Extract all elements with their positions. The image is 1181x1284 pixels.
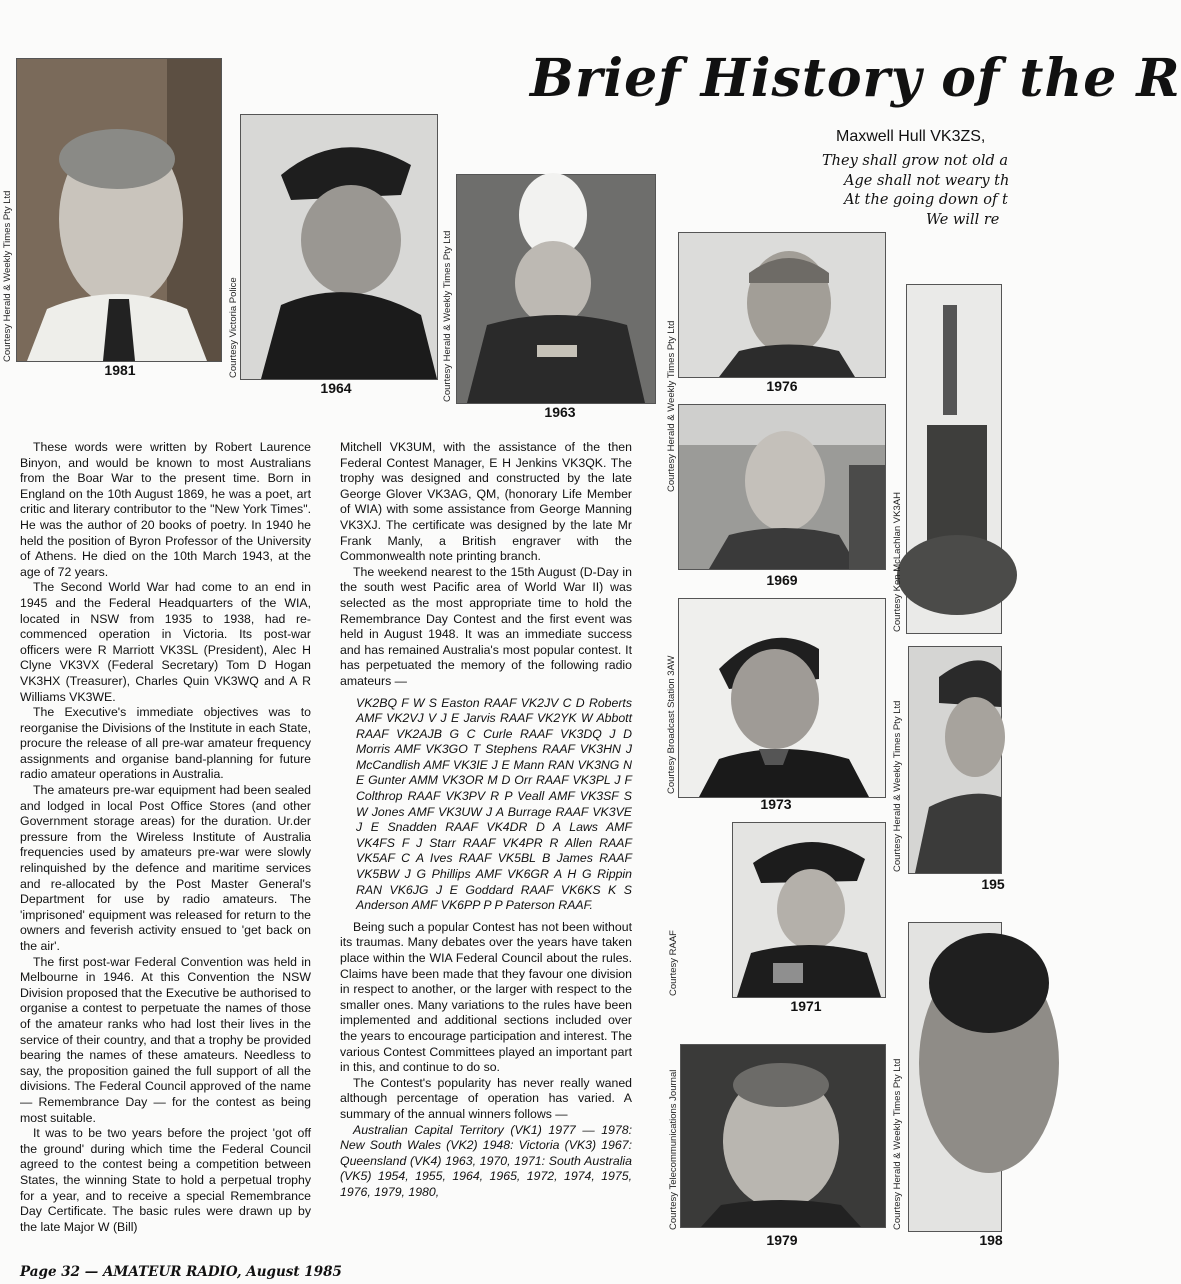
portrait-photo-1979 xyxy=(680,1044,886,1228)
photo-year: 1964 xyxy=(320,380,352,396)
photo-year: 1969 xyxy=(766,572,798,588)
poem-line: Age shall not weary th xyxy=(844,172,1010,189)
article-title: Brief History of the R xyxy=(530,48,1181,109)
poem-line: At the going down of t xyxy=(844,192,1008,208)
paragraph: It was to be two years before the project 'got off the ground' during which time the Federal Council agreed to the contest being a competition between States, the winning State to hold a perpetual trophy for a year, and to receive a special Remembrance Day Certificate. The basic rules were drawn up by the late Major W (Bill) xyxy=(20,1126,311,1234)
photo-year: 1981 xyxy=(104,362,136,378)
photo-year: 1976 xyxy=(766,378,798,394)
photo-year: 1979 xyxy=(766,1232,798,1248)
paragraph: The Contest's popularity has never really waned although percentage of operation has varied. A summary of the annual winners follows — xyxy=(340,1075,632,1121)
portrait-photo-195x xyxy=(908,646,1002,874)
paragraph: The weekend nearest to the 15th August (D-Day in the south west Pacific area of World War II) was selected as the most appropriate time to hold the Remembrance Day Contest and the first event was held in August 1948. It was an immediate success and has remained Australia's most popular contest. It has perpetuated the memory of the following radio amateurs — xyxy=(340,564,632,688)
winners-summary: Australian Capital Territory (VK1) 1977 — 1978: New South Wales (VK2) 1948: Victoria (VK3) 1967: Queensland (VK4) 1963, 1970, 1971: South Australia (VK5) 1954, 1955, 1964, 1965, 1972, 1974, 1975, 1976, 1979, 1980, xyxy=(340,1122,632,1199)
paragraph: These words were written by Robert Laurence Binyon, and would be known to most Australians from the Boar War to the present time. Born in England on the 10th August 1869, he was a poet, art critic and literary contributor to the "New York Times". He was the author of 20 books of poetry. In 1940 he held the position of Byron Professor of the University of Athens. He died on the 10th March 1943, at the age of 72 years. xyxy=(20,440,311,579)
portrait-photo-1971 xyxy=(732,822,886,998)
photo-credit: Courtesy Telecommunications Journal xyxy=(668,1069,679,1230)
article-column-1 xyxy=(20,440,311,1235)
portrait-photo-1981 xyxy=(16,58,222,362)
portrait-photo-1969 xyxy=(678,404,886,570)
page-footer: Page 32 — AMATEUR RADIO, August 1985 xyxy=(20,1264,342,1280)
trophy-photo xyxy=(906,284,1002,634)
paragraph: The Executive's immediate objectives was to reorganise the Divisions of the Institute in each State, procure the release of all pre-war amateur frequency assignments and organise band-planning for future radio amateur operations in Australia. xyxy=(20,705,311,782)
photo-year: 1971 xyxy=(790,998,822,1014)
paragraph: The first post-war Federal Convention was held in Melbourne in 1946. At this Convention the NSW Division proposed that the Executive be authorised to organise a contest to perpetuate the names of those of the amateur ranks who had lost their lives in the service of their country, and that a trophy be provided bearing the names of these amateurs. Needless to say, the proposition gained the full support of all the divisions. The Federal Council approved of the name — Remembrance Day — for the contest as being most suitable. xyxy=(20,954,311,1125)
paragraph: Mitchell VK3UM, with the assistance of the then Federal Contest Manager, E H Jenkins VK3QK. The trophy was designed and constructed by the late George Glover VK3AG, QM, (honorary Life Member of WIA) with some assistance from George Manning VK3XJ. The certificate was designed by the late Mr Frank Manly, a British engraver with the Commonwealth note printing branch. xyxy=(340,440,632,564)
photo-credit: Courtesy Herald & Weekly Times Pty Ltd xyxy=(892,700,903,872)
photo-credit: Courtesy Ken McLachlan VK3AH xyxy=(892,492,903,632)
photo-credit: Courtesy Broadcast Station 3AW xyxy=(666,655,677,794)
photo-credit: Courtesy Herald & Weekly Times Pty Ltd xyxy=(666,320,677,492)
photo-year: 198 xyxy=(979,1232,1003,1248)
author-byline: Maxwell Hull VK3ZS, xyxy=(836,128,986,145)
poem-line: We will re xyxy=(926,211,1000,228)
poem-line: They shall grow not old a xyxy=(822,153,1009,169)
portrait-photo-1973 xyxy=(678,598,886,798)
photo-year: 195 xyxy=(981,876,1005,892)
paragraph: The Second World War had come to an end in 1945 and the Federal Headquarters of the WIA, located in NSW from 1935 to 1938, had re-commenced operation in Victoria. Its post-war officers were R Marriott VK3SL (President), Alec H Clyne VK3VX (Federal Secretary) Tom D Hogan VK3HX (Treasurer), Charles Quin VK3WQ and A R Williams VK3WE. xyxy=(20,580,311,704)
portrait-photo-1964 xyxy=(240,114,438,380)
portrait-photo-198x xyxy=(908,922,1002,1232)
memorial-name-list: VK2BQ F W S Easton RAAF VK2JV C D Roberts AMF VK2VJ V J E Jarvis RAAF VK2YK W Abbott RAAF VK2AJB G C Curle RAAF VK3DQ J D Morris AMF VK3GO T Stephens RAAF VK3HN J McCandlish AMF VK3IE J E Mann RAN VK3NG N E Gunter AMM VK3OR M D Orr RAAF VK3PL J F Colthrop RAAF VK3PV R P Veall AMF VK3SF S W Jones AMF VK3UW J A Burrage RAAF VK3VE J E Snadden RAAF VK4DR D A Laws AMF VK4FS F J Starr RAAF VK4PR R Allen RAAF VK5AF C A Ives RAAF VK5BL B James RAAF VK5BW J G Phillips AMF VK6GR A H G Rippin RAN VK6JG J E Goddard RAAF VK6KS K S Anderson AMF VK6PP P P Paterson RAAF. xyxy=(356,695,632,913)
photo-credit: Courtesy Herald & Weekly Times Pty Ltd xyxy=(2,190,13,362)
paragraph: The amateurs pre-war equipment had been sealed and lodged in local Post Office Stores (and other Government storage areas) for the duration. Ur.der pressure from the Wireless Institute of Australia frequencies used by amateurs pre-war were slowly relinquished by the defence and maritime services and re-allocated by the Post Master General's Department for use by radio amateurs. The 'imprisoned' equipment was released for return to the owners and feverish activity ensued to 'get back on the air'. xyxy=(20,783,311,953)
photo-year: 1973 xyxy=(760,796,792,812)
photo-year: 1963 xyxy=(544,404,576,420)
portrait-photo-1963 xyxy=(456,174,656,404)
photo-credit: Courtesy Herald & Weekly Times Pty Ltd xyxy=(892,1058,903,1230)
photo-credit: Courtesy RAAF xyxy=(668,930,679,996)
paragraph: Being such a popular Contest has not been without its traumas. Many debates over the years have taken place within the WIA Federal Council about the rules. Claims have been made that they favour one division in respect to another, or the larger with respect to the smaller ones. Many variations to the rules have been implemented and additional sections included over the years to encourage participation and interest. The various Contest Committees played an important part in this, and continue to do so. xyxy=(340,919,632,1075)
portrait-photo-1976 xyxy=(678,232,886,378)
photo-credit: Courtesy Victoria Police xyxy=(228,277,239,378)
photo-credit: Courtesy Herald & Weekly Times Pty Ltd xyxy=(442,230,453,402)
article-column-2 xyxy=(340,440,632,1201)
ode-quote xyxy=(822,152,1009,230)
